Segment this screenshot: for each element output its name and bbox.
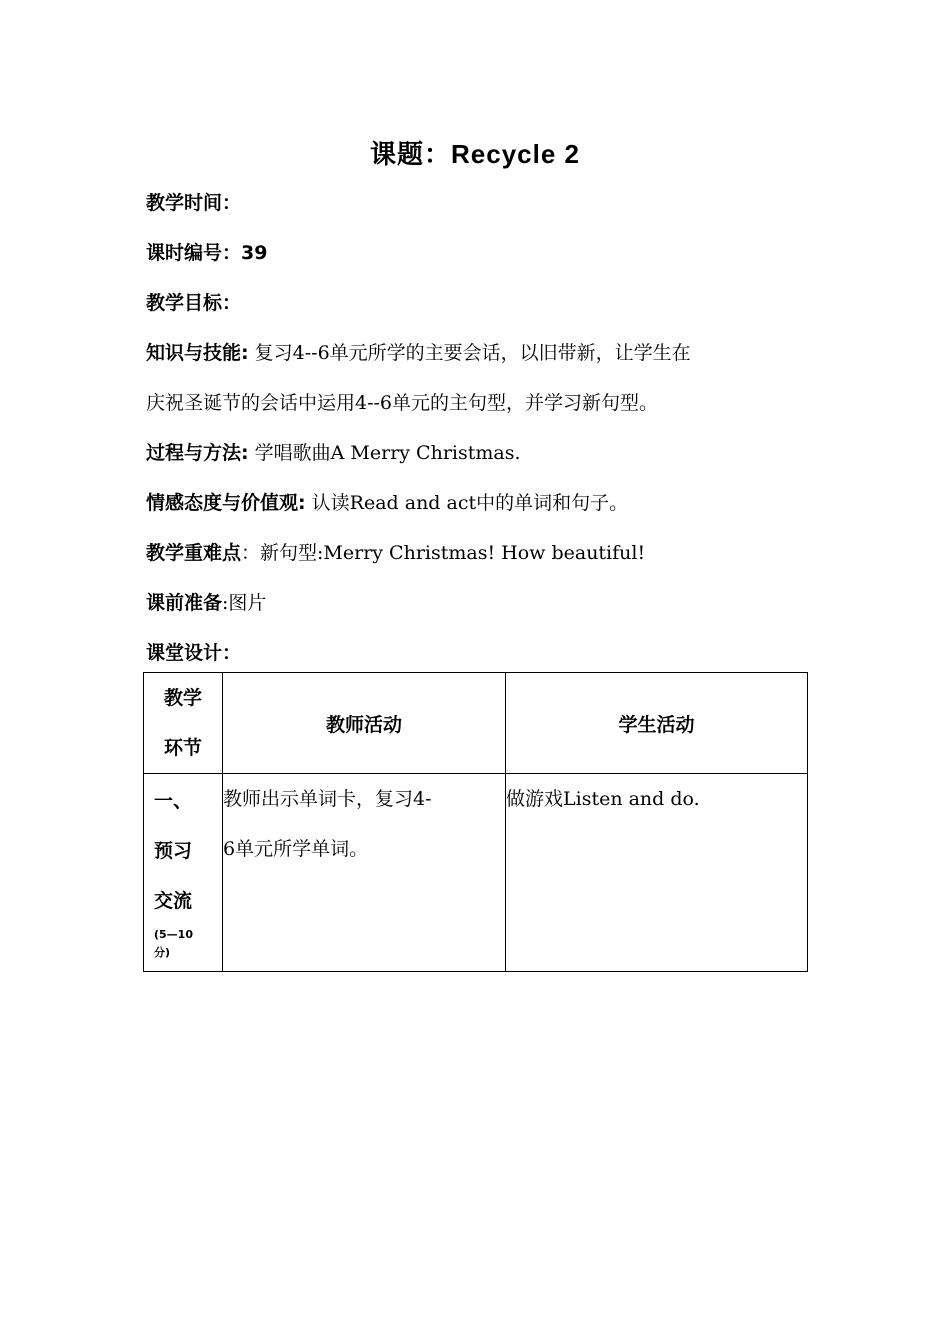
emotion-row (146, 488, 628, 515)
knowledge-row-continued (146, 388, 658, 415)
stage-line1: 一、 (154, 790, 193, 812)
page-title: 课题：Recycle 2 (370, 139, 580, 169)
key-points-text: ：新句型:Merry Christmas! How beautiful! (241, 542, 646, 564)
header-student: 学生活动 (506, 673, 808, 774)
knowledge-row (146, 338, 691, 365)
key-points-row (146, 538, 645, 565)
header-stage-line1: 教学 (163, 687, 202, 709)
preparation-row (146, 588, 266, 615)
design-row (146, 638, 241, 665)
table-header-row (144, 673, 808, 774)
process-row (146, 438, 521, 465)
preparation-text: :图片 (222, 592, 267, 614)
teaching-time-label: 教学时间： (146, 192, 242, 214)
student-activity-text: 做游戏Listen and do. (506, 788, 700, 810)
teacher-activity-cell (223, 774, 506, 972)
lesson-design-table (143, 672, 808, 972)
teaching-time-row (146, 188, 241, 215)
stage-line3: 交流 (154, 890, 193, 912)
student-activity-cell (506, 774, 808, 972)
process-label: 过程与方法: (146, 442, 249, 464)
teacher-activity-line2: 6单元所学单词。 (223, 838, 369, 860)
preparation-label: 课前准备 (146, 592, 223, 614)
key-points-label: 教学重难点 (146, 542, 242, 564)
lesson-number-value: 39 (241, 242, 268, 264)
header-teacher: 教师活动 (223, 673, 506, 774)
stage-time-line2: 分) (154, 946, 171, 959)
teacher-activity-line1: 教师出示单词卡，复习4- (223, 788, 432, 810)
table-row (144, 774, 808, 972)
knowledge-text-line2: 庆祝圣诞节的会话中运用4--6单元的主句型，并学习新句型。 (146, 392, 659, 414)
stage-time-line1: (5—10 (154, 928, 193, 941)
objectives-row (146, 288, 241, 315)
objectives-label: 教学目标： (146, 292, 242, 314)
stage-line2: 预习 (154, 840, 193, 862)
knowledge-text-line1: 复习4--6单元所学的主要会话，以旧带新，让学生在 (254, 342, 691, 364)
emotion-text: 认读Read and act中的单词和句子。 (311, 492, 629, 514)
header-stage (144, 673, 223, 774)
knowledge-label: 知识与技能: (146, 342, 249, 364)
design-label: 课堂设计： (146, 642, 242, 664)
header-stage-line2: 环节 (163, 737, 202, 759)
lesson-number-label: 课时编号： (146, 242, 242, 264)
process-text: 学唱歌曲A Merry Christmas. (254, 442, 521, 464)
lesson-number-row (146, 238, 267, 265)
stage-cell (144, 774, 223, 972)
emotion-label: 情感态度与价值观: (146, 492, 306, 514)
